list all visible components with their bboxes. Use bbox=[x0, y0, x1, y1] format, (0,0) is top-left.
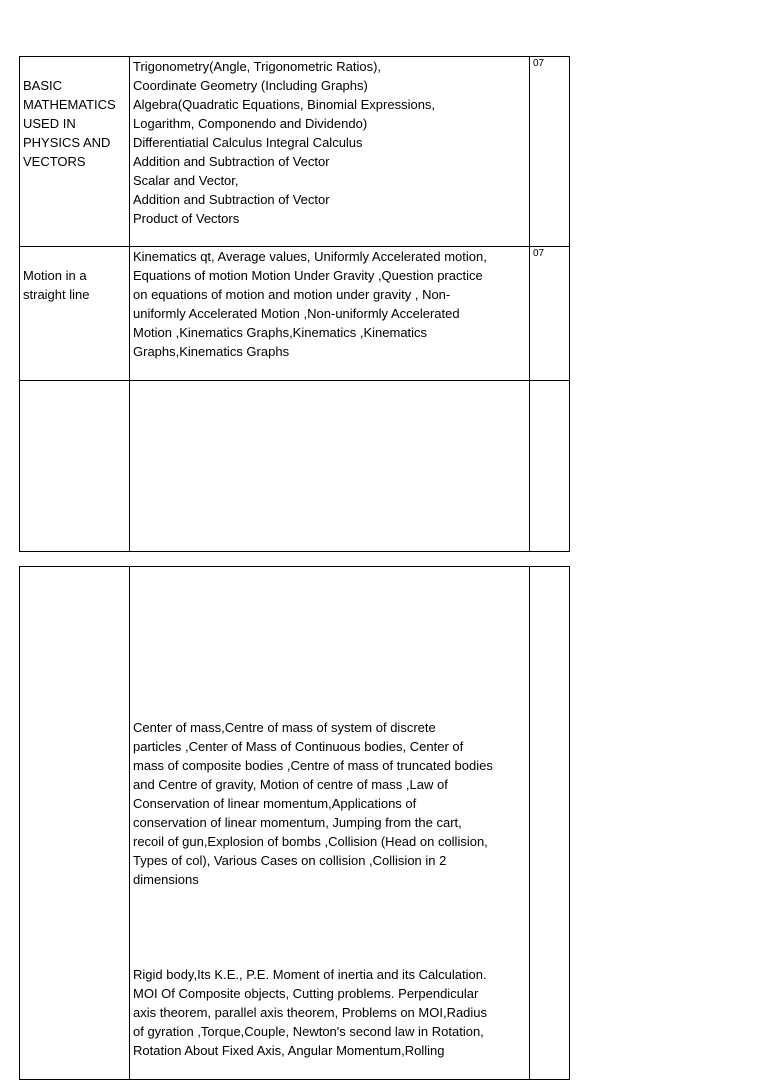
syllabus-table-2 bbox=[19, 566, 570, 1080]
number-cell bbox=[530, 567, 570, 1080]
number-cell bbox=[530, 381, 570, 552]
content-cell: Kinematics qt, Average values, Uniformly Accelerated motion, Equations of motion Motion Under Gravity ,Question practice on equations of motion and motion under gravity , Non- uniformly Accelerated Motion ,Non-uniformly Accelerated Motion ,Kinematics Graphs,Kinematics ,Kinematics Graphs,Kinematics Graphs bbox=[130, 247, 530, 381]
topic-cell: Motion in a straight line bbox=[20, 247, 130, 381]
topic-cell bbox=[20, 381, 130, 552]
content-cell: Trigonometry(Angle, Trigonometric Ratios), Coordinate Geometry (Including Graphs) Algebra(Quadratic Equations, Binomial Expressions, Logarithm, Componendo and Dividendo) Differentiatial Calculus Integral Calculus Addition and Subtraction of Vector Scalar and Vector, Addition and Subtraction of Vector Product of Vectors bbox=[130, 57, 530, 247]
content-cell bbox=[130, 567, 530, 1080]
topic-cell: BASIC MATHEMATICS USED IN PHYSICS AND VECTORS bbox=[20, 57, 130, 247]
table-row bbox=[20, 567, 570, 1080]
content-block-rigid-body: Rigid body,Its K.E., P.E. Moment of inertia and its Calculation. MOI Of Composite objects, Cutting problems. Perpendicular axis theorem, parallel axis theorem, Problems on MOI,Radius of gyration ,Torque,Couple, Newton's second law in Rotation, Rotation About Fixed Axis, Angular Momentum,Rolling bbox=[133, 967, 488, 1058]
syllabus-table-1 bbox=[19, 56, 570, 552]
number-cell: 07 bbox=[530, 57, 570, 247]
number-cell: 07 bbox=[530, 247, 570, 381]
topic-cell bbox=[20, 567, 130, 1080]
content-cell bbox=[130, 381, 530, 552]
table-row bbox=[20, 57, 570, 247]
table-row bbox=[20, 381, 570, 552]
content-block-center-of-mass: Center of mass,Centre of mass of system of discrete particles ,Center of Mass of Continuous bodies, Center of mass of composite bodies ,Centre of mass of truncated bodies and Centre of gravity, Motion of centre of mass ,Law of Conservation of linear momentum,Applications of conservation of linear momentum, Jumping from the cart, recoil of gun,Explosion of bombs ,Collision (Head on collision, Types of col), Various Cases on collision ,Collision in 2 dimensions bbox=[133, 720, 493, 887]
table-row bbox=[20, 247, 570, 381]
